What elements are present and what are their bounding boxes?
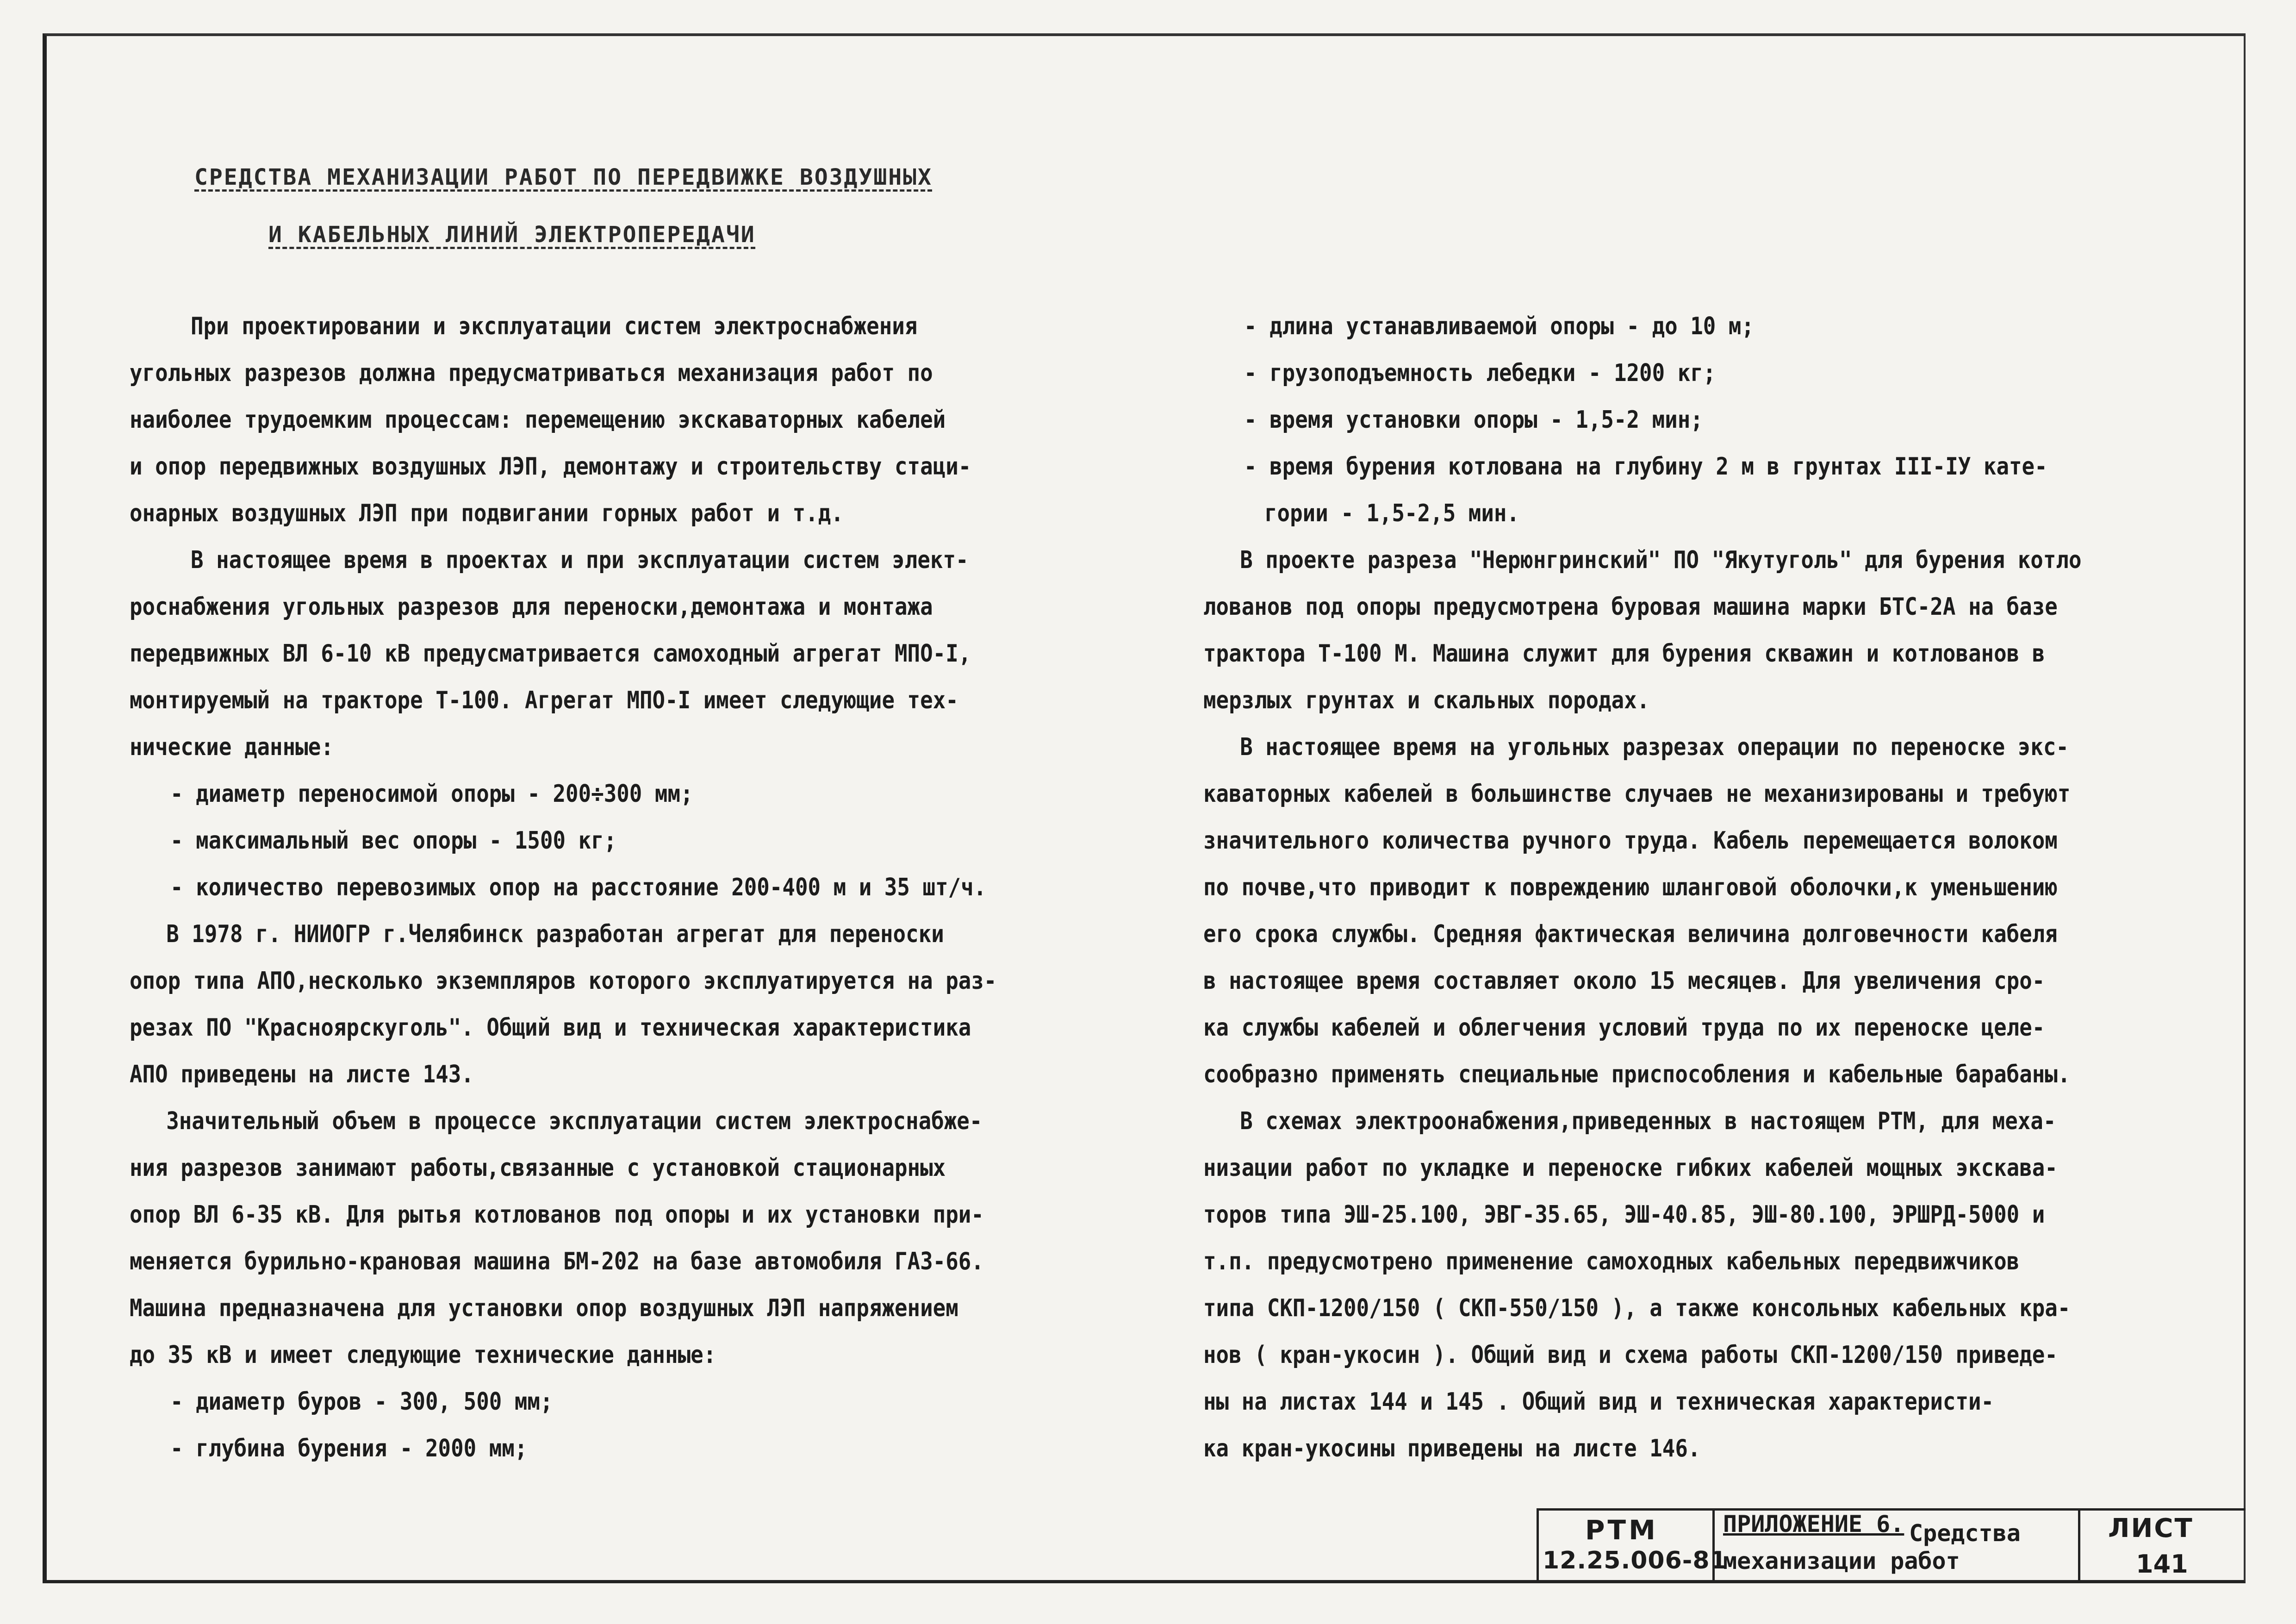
text-line: передвижных ВЛ 6-10 кВ предусматривается самоходный агрегат МПО-I, [130,640,971,668]
list-item: - время бурения котлована на глубину 2 м в грунтах III-IУ кате- [1244,453,2047,481]
text-line: нические данные: [130,733,334,761]
caption-line-1: Средства [1909,1520,2021,1547]
text-line: Машина предназначена для установки опор воздушных ЛЭП напряжением [130,1294,958,1322]
title-line-1: СРЕДСТВА МЕХАНИЗАЦИИ РАБОТ ПО ПЕРЕДВИЖКЕ ВОЗДУШНЫХ [194,164,933,190]
right-column [1203,303,2082,1472]
text-line: гории - 1,5-2,5 мин. [1264,500,1520,527]
text-line: ка службы кабелей и облегчения условий труда по их переноске целе- [1203,1014,2045,1042]
document-title [194,162,1074,250]
sheet-cell [2078,1511,2246,1583]
text-line: торов типа ЭШ-25.100, ЭВГ-35.65, ЭШ-40.85, ЭШ-80.100, ЭРШРД-5000 и [1203,1201,2045,1229]
list-item: - диаметр буров - 300, 500 мм; [170,1388,553,1416]
doc-code-line-1: РТМ [1585,1514,1658,1546]
text-line: трактора Т-100 М. Машина служит для бурения скважин и котлованов в [1203,640,2045,668]
text-line: В настоящее время в проектах и при эксплуатации систем элект- [191,546,969,574]
list-item: - время установки опоры - 1,5-2 мин; [1244,406,1703,434]
title-line-2: И КАБЕЛЬНЫХ ЛИНИЙ ЭЛЕКТРОПЕРЕДАЧИ [268,222,756,248]
list-item: - грузоподъемность лебедки - 1200 кг; [1244,359,1716,387]
text-line: низации работ по укладке и переноске гибких кабелей мощных экскава- [1203,1154,2058,1182]
text-line: его срока службы. Средняя фактическая величина долговечности кабеля [1203,920,2058,948]
list-item: - максимальный вес опоры - 1500 кг; [170,827,617,855]
text-line: и опор передвижных воздушных ЛЭП, демонтажу и строительству стаци- [130,453,971,481]
text-line: резах ПО "Красноярскуголь". Общий вид и техническая характеристика [130,1014,971,1042]
list-item: - диаметр переносимой опоры - 200÷300 мм; [170,780,693,808]
text-line: АПО приведены на листе 143. [130,1061,474,1088]
text-line: ка кран-укосины приведены на листе 146. [1203,1435,1701,1462]
text-line: типа СКП-1200/150 ( СКП-550/150 ), а также консольных кабельных кра- [1203,1294,2071,1322]
text-line: каваторных кабелей в большинстве случаев не механизированы и требуют [1203,780,2071,808]
text-line: опор типа АПО,несколько экземпляров которого эксплуатируется на раз- [130,967,997,995]
doc-code-line-2: 12.25.006-81 [1543,1547,1727,1574]
title-block-stamp [1537,1508,2246,1583]
text-line: В проекте разреза "Нерюнгринский" ПО "Якутуголь" для бурения котло [1240,546,2082,574]
text-line: т.п. предусмотрено применение самоходных кабельных передвижчиков [1203,1248,2020,1275]
text-line: монтируемый на тракторе Т-100. Агрегат МПО-I имеет следующие тех- [130,687,958,714]
list-item: - длина устанавливаемой опоры - до 10 м; [1244,312,1754,340]
text-line: до 35 кВ и имеет следующие технические данные: [130,1341,716,1369]
text-line: ны на листах 144 и 145 . Общий вид и техническая характеристи- [1203,1388,1994,1416]
doc-code-cell [1537,1511,1727,1583]
text-line: меняется бурильно-крановая машина БМ-202 на базе автомобиля ГАЗ-66. [130,1248,984,1275]
text-line: нов ( кран-укосин ). Общий вид и схема работы СКП-1200/150 приведе- [1203,1341,2058,1369]
text-line: мерзлых грунтах и скальных породах. [1203,687,1650,714]
text-line: В схемах электроонабжения,приведенных в настоящем РТМ, для меха- [1240,1107,2056,1135]
list-item: - количество перевозимых опор на расстояние 200-400 м и 35 шт/ч. [170,874,987,901]
text-line: онарных воздушных ЛЭП при подвигании горных работ и т.д. [130,500,844,527]
text-line: угольных разрезов должна предусматриваться механизация работ по [130,359,933,387]
text-line: сообразно применять специальные приспособления и кабельные барабаны. [1203,1061,2071,1088]
text-line: роснабжения угольных разрезов для переноски,демонтажа и монтажа [130,593,933,621]
text-line: лованов под опоры предусмотрена буровая машина марки БТС-2А на базе [1203,593,2058,621]
text-line: В настоящее время на угольных разрезах операции по переноске экс- [1240,733,2069,761]
text-line: При проектировании и эксплуатации систем электроснабжения [191,312,918,340]
text-line: значительного количества ручного труда. Кабель перемещается волоком [1203,827,2058,855]
caption-line-2: механизации работ [1723,1548,1960,1574]
sheet-number: 141 [2136,1549,2188,1579]
sheet-label: ЛИСТ [2108,1513,2194,1543]
text-line: наиболее трудоемким процессам: перемещению экскаваторных кабелей [130,406,946,434]
list-item: - глубина бурения - 2000 мм; [170,1435,528,1462]
text-line: В 1978 г. НИИОГР г.Челябинск разработан агрегат для переноски [166,920,944,948]
text-line: Значительный объем в процессе эксплуатации систем электроснабже- [166,1107,983,1135]
text-line: ния разрезов занимают работы,связанные с установкой стационарных [130,1154,946,1182]
text-line: опор ВЛ 6-35 кВ. Для рытья котлованов под опоры и их установки при- [130,1201,984,1229]
appendix-label: ПРИЛОЖЕНИЕ 6. [1723,1511,1904,1537]
text-line: в настоящее время составляет около 15 месяцев. Для увеличения сро- [1203,967,2045,995]
left-column [130,303,996,1472]
text-line: по почве,что приводит к повреждению шланговой оболочки,к уменьшению [1203,874,2058,901]
